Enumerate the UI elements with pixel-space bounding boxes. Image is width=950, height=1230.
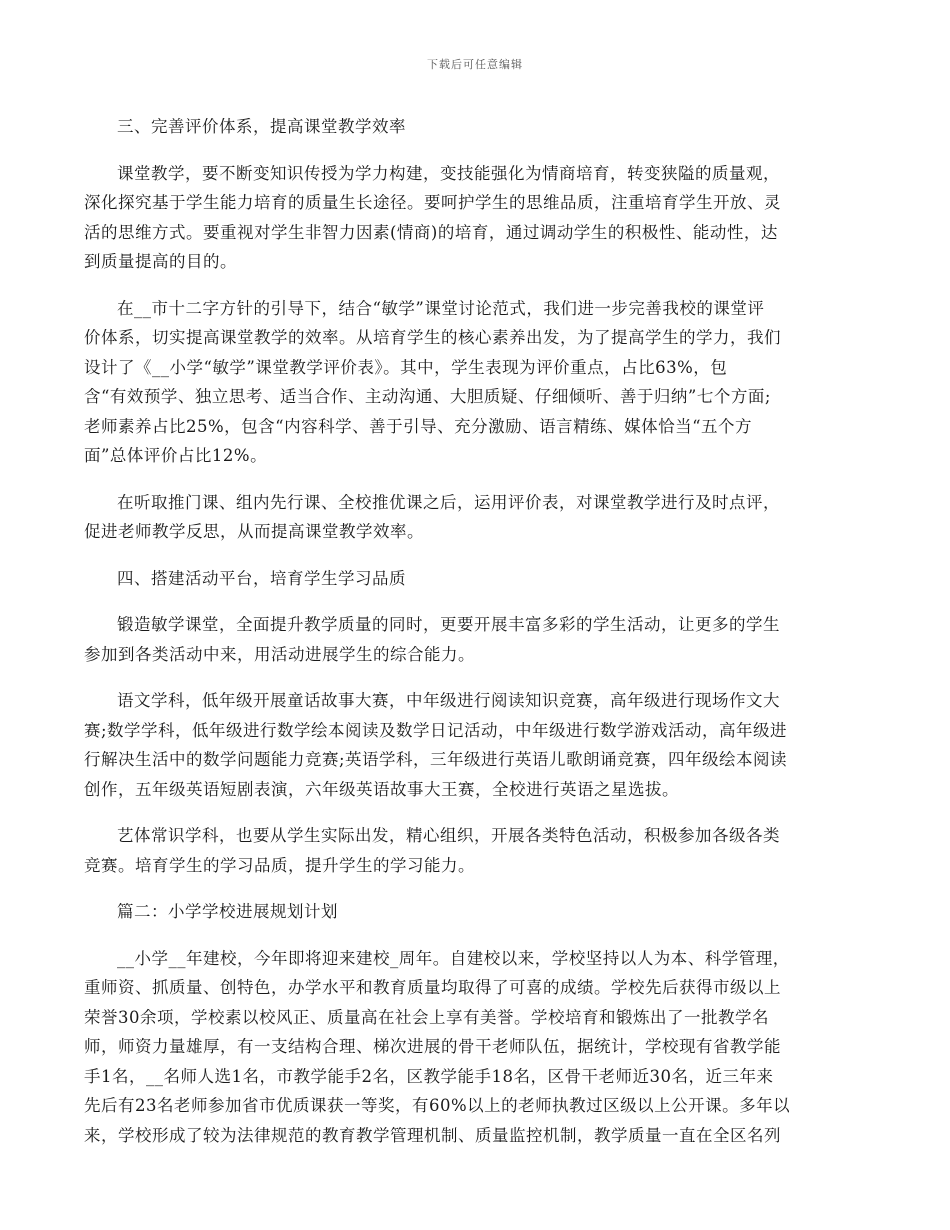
header-note: 下载后可任意编辑 (427, 58, 523, 71)
paragraph: 艺体常识学科，也要从学生实际出发，精心组织，开展各类特色活动，积极参加各级各类 竞赛。培育学生的学习品质，提升学生的学习能力。 (84, 826, 780, 875)
paragraph: 课堂教学，要不断变知识传授为学力构建，变技能强化为情商培育，转变狭隘的质量观， 深化探究基于学生能力培育的质量生长途径。要呵护学生的思维品质，注重培育学生开放、灵 活的思维方式。要重视对学生非智力因素(情商)的培育，通过调动学生的积极性、能动性，达 到质量提高的目的。 (84, 163, 781, 271)
paragraph: 在听取推门课、组内先行课、全校推优课之后，运用评价表，对课堂教学进行及时点评， 促进老师教学反思，从而提高课堂教学效率。 (84, 492, 780, 541)
paragraph: 语文学科，低年级开展童话故事大赛，中年级进行阅读知识竞赛，高年级进行现场作文大 赛;数学学科，低年级进行数学绘本阅读及数学日记活动，中年级进行数学游戏活动，高年级进 行解决生活中的数学问题能力竞赛;英语学科，三年级进行英语儿歌朗诵竞赛，四年级绘本阅读 创作，五年级英语短剧表演，六年级英语故事大王赛，全校进行英语之星选拔。 (84, 691, 788, 799)
document-body (84, 112, 854, 1167)
section-heading-3: 三、完善评价体系，提高课堂教学效率 (117, 117, 406, 136)
section-heading-4: 四、搭建活动平台，培育学生学习品质 (117, 568, 406, 588)
paragraph: __小学__年建校，今年即将迎来建校_周年。自建校以来，学校坚持以人为本、科学管理， 重师资、抓质量、创特色，办学水平和教育质量均取得了可喜的成绩。学校先后获得市级以上 荣誉30余项，学校素以校风正、质量高在社会上享有美誉。学校培育和锻炼出了一批教学名 师，师资力量雄厚，有一支结构合理、梯次进展的骨干老师队伍，据统计，学校现有省教学能 手1名，__名师人选1名，市教学能手2名，区教学能手18名，区骨干老师近30名，近三年来 先后有23名老师参加省市优质课获一等奖，有60%以上的老师执教过区级以上公开课。多年以 来，学校形成了较为法律规范的教育教学管理机制、质量监控机制，教学质量一直在全区名列 (84, 948, 791, 1145)
paragraph: 锻造敏学课堂，全面提升教学质量的同时，更要开展丰富多彩的学生活动，让更多的学生 参加到各类活动中来，用活动进展学生的综合能力。 (84, 615, 780, 664)
chapter-heading-2: 篇二：小学学校进展规划计划 (117, 902, 338, 921)
paragraph: 在__市十二字方针的引导下，结合“敏学”课堂讨论范式，我们进一步完善我校的课堂评 价体系，切实提高课堂教学的效率。从培育学生的核心素养出发，为了提高学生的学力，我们 设计了《__小学“敏学”课堂教学评价表》。其中，学生表现为评价重点，占比63%，包 含“有效预学、独立思考、适当合作、主动沟通、大胆质疑、仔细倾听、善于归纳”七个方面; 老师素养占比25%，包含“内容科学、善于引导、充分激励、语言精练、媒体恰当“五个方 面”总体评价占比12%。 (84, 298, 781, 465)
